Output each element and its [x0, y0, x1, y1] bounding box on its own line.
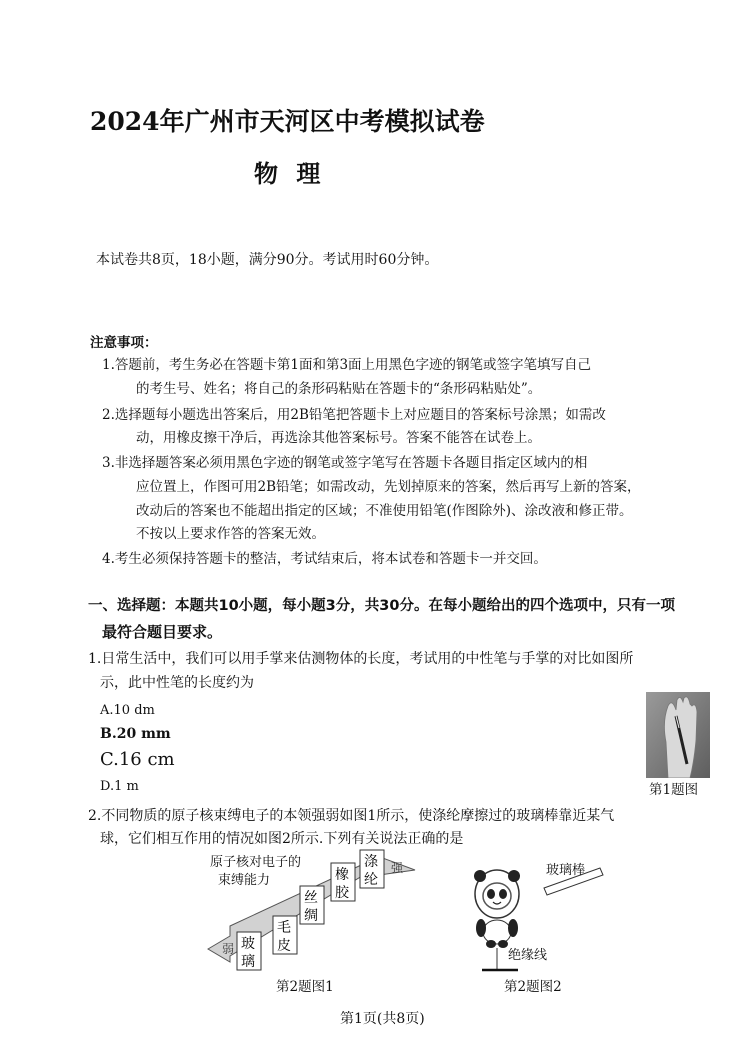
material-silk: [300, 886, 324, 924]
svg-text:玻: 玻: [241, 936, 255, 952]
material-polyester: [360, 850, 384, 888]
material-glass: [237, 932, 261, 970]
q1-option-c: C.16 cm: [100, 749, 175, 770]
section-heading-line-1: 一、选择题：本题共10小题，每小题3分，共30分。在每小题给出的四个选项中，只有一项: [88, 598, 675, 614]
svg-text:橡: 橡: [335, 867, 349, 883]
page-footer: 第1页(共8页): [340, 1011, 425, 1027]
svg-text:毛: 毛: [277, 920, 291, 936]
notice-item-3-line-4: 不按以上要求作答的答案无效。: [136, 526, 325, 542]
svg-text:涤: 涤: [364, 854, 378, 870]
exam-title: 2024年广州市天河区中考模拟试卷: [90, 107, 485, 136]
subject-title: 物 理: [254, 159, 321, 188]
balloon-mascot: [474, 870, 520, 948]
notice-item-3-line-2: 应位置上，作图可用2B铅笔；如需改动，先划掉原来的答案，然后再写上新的答案，: [136, 479, 641, 495]
strong-label: 强: [391, 861, 404, 875]
q2-line-2: 球，它们相互作用的情况如图2所示.下列有关说法正确的是: [100, 831, 464, 847]
q1-line-2: 示，此中性笔的长度约为: [100, 675, 254, 691]
notice-item-3-line-3: 改动后的答案也不能超出指定的区域；不准使用铅笔(作图除外)、涂改液和修正带。: [136, 503, 633, 519]
q2-figure-1-caption: 第2题图1: [276, 979, 334, 995]
hand-pen-photo: [646, 692, 710, 778]
binding-label-line-2: 束缚能力: [218, 873, 271, 888]
q1-line-1: 1.日常生活中，我们可以用手掌来估测物体的长度，考试用的中性笔与手掌的对比如图所: [88, 651, 634, 667]
notice-item-2-line-1: 2.选择题每小题选出答案后，用2B铅笔把答题卡上对应题目的答案标号涂黑；如需改: [102, 407, 606, 423]
svg-text:皮: 皮: [277, 938, 291, 954]
notice-heading: 注意事项：: [90, 335, 158, 351]
thread-label: 绝缘线: [508, 948, 548, 963]
svg-text:璃: 璃: [241, 954, 255, 970]
notice-item-1-line-1: 1.答题前，考生务必在答题卡第1面和第3面上用黑色字迹的钢笔或签字笔填写自己: [102, 357, 592, 373]
material-rubber: [331, 863, 355, 901]
svg-text:丝: 丝: [304, 890, 318, 906]
notice-item-4-line-1: 4.考生必须保持答题卡的整洁，考试结束后，将本试卷和答题卡一并交回。: [102, 551, 547, 567]
glass-rod-label: 玻璃棒: [546, 863, 586, 878]
section-heading: [88, 593, 718, 645]
exam-intro: 本试卷共8页，18小题，满分90分。考试用时60分钟。: [96, 252, 439, 268]
q2-figure-1: [200, 848, 420, 974]
notice-item-1-line-2: 的考生号、姓名；将自己的条形码粘贴在答题卡的“条形码粘贴处”。: [136, 381, 542, 397]
notice-item-3-line-1: 3.非选择题答案必须用黑色字迹的钢笔或签字笔写在答题卡各题目指定区域内的相: [102, 455, 588, 471]
material-fur: [273, 916, 297, 954]
q2-line-1: 2.不同物质的原子核束缚电子的本领强弱如图1所示，使涤纶摩擦过的玻璃棒靠近某气: [88, 808, 615, 824]
q1-option-d: D.1 m: [100, 779, 139, 794]
q2-figure-2-caption: 第2题图2: [504, 979, 562, 995]
q1-figure-caption: 第1题图: [649, 782, 699, 798]
svg-text:胶: 胶: [335, 885, 349, 901]
q1-option-b: B.20 mm: [100, 726, 171, 742]
section-heading-line-2: 最符合题目要求。: [102, 623, 223, 641]
q1-option-a: A.10 dm: [100, 703, 155, 718]
notice-item-2-line-2: 动，用橡皮擦干净后，再选涂其他答案标号。答案不能答在试卷上。: [136, 430, 541, 446]
svg-text:绸: 绸: [304, 908, 318, 924]
binding-label-line-1: 原子核对电子的: [210, 855, 302, 870]
q2-figure-2: [462, 852, 612, 976]
weak-label: 弱: [222, 942, 235, 956]
svg-text:纶: 纶: [364, 872, 378, 888]
